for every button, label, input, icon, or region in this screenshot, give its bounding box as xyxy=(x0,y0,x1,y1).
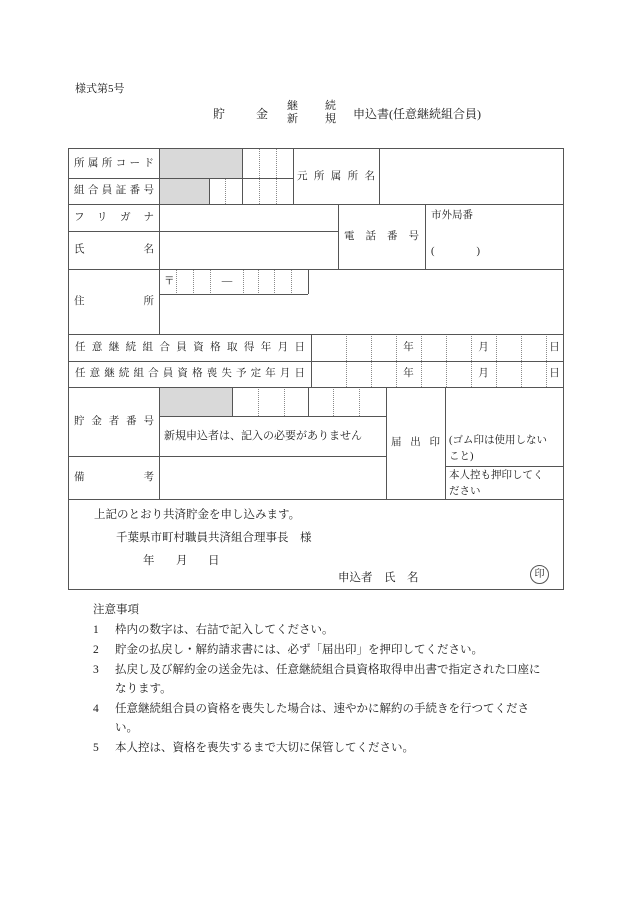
acquisition-date-label: 任意継続組合員資格取得年月日 xyxy=(75,342,305,353)
dotted-line xyxy=(274,270,275,293)
form-title xyxy=(213,98,481,128)
address-input-cell xyxy=(160,295,562,333)
dotted-line xyxy=(359,387,360,416)
notes-section xyxy=(93,600,567,759)
depositor-no-gray-cell xyxy=(159,387,232,416)
phone-paren: ( ) xyxy=(431,246,480,257)
furigana-label: フリガナ xyxy=(74,212,154,223)
dotted-line xyxy=(243,270,244,293)
inkan-seal-icon: 印 xyxy=(530,565,549,584)
note-number: 5 xyxy=(93,742,99,754)
member-no-label: 組合員証番号 xyxy=(74,185,154,196)
dotted-line xyxy=(258,270,259,293)
dotted-line xyxy=(258,387,259,416)
office-code-gray-cell xyxy=(159,149,242,178)
rubber-stamp-note: (ゴム印は使用しないこと) xyxy=(449,435,547,462)
note-item xyxy=(93,621,567,640)
title-char-shin: 新 xyxy=(287,113,299,125)
dotted-line xyxy=(284,387,285,416)
table-line xyxy=(293,149,294,204)
declaration-addressee: 千葉県市町村職員共済組合理事長 様 xyxy=(116,532,312,544)
phone-label: 電話番号 xyxy=(344,231,419,242)
title-stack-zoku-ki xyxy=(325,100,336,126)
note-text: 払戻し及び解約金の送金先は、任意継続組合員資格取得申出書で指定された口座になります。 xyxy=(115,664,541,695)
former-office-input-cell xyxy=(380,149,563,204)
member-no-gray-cell xyxy=(159,178,209,204)
note-item xyxy=(93,641,567,660)
loss-day-label: 日 xyxy=(549,368,560,379)
acq-day-label: 日 xyxy=(549,342,560,353)
title-stack-keizoku-shinki xyxy=(287,100,298,126)
office-code-label: 所属所コード xyxy=(74,158,154,169)
address-label: 住所 xyxy=(74,296,154,307)
seal-stamp-area xyxy=(446,387,563,432)
table-line xyxy=(209,178,210,204)
loss-month-label: 月 xyxy=(478,368,489,379)
acq-month-label: 月 xyxy=(478,342,489,353)
depositor-no-note: 新規申込者は、記入の必要がありません xyxy=(164,430,362,442)
dotted-line xyxy=(225,178,226,204)
depositor-no-label: 貯金者番号 xyxy=(74,416,154,427)
declaration-month-label: 月 xyxy=(176,555,188,567)
furigana-input-cell xyxy=(160,204,338,231)
table-line xyxy=(386,387,387,499)
personal-copy-note: 本人控も押印してください xyxy=(449,470,544,497)
dotted-line xyxy=(176,270,177,293)
note-item xyxy=(93,661,567,699)
table-line xyxy=(232,387,233,416)
table-line xyxy=(445,466,563,467)
name-input-cell xyxy=(160,231,338,269)
dotted-line xyxy=(259,149,260,204)
note-text: 貯金の払戻し・解約請求書には、必ず「届出印」を押印してください。 xyxy=(115,644,483,656)
title-suffix: 申込書(任意継続組合員) xyxy=(353,106,482,121)
table-line xyxy=(308,269,309,294)
title-char-kei: 継 xyxy=(287,100,299,112)
dotted-line xyxy=(276,149,277,204)
former-office-label: 元所属所名 xyxy=(297,171,375,182)
area-code-label: 市外局番 xyxy=(431,210,473,221)
note-text: 本人控は、資格を喪失するまで大切に保管してください。 xyxy=(115,742,414,754)
dotted-line xyxy=(291,270,292,293)
loss-year-label: 年 xyxy=(403,368,414,379)
name-label: 氏名 xyxy=(74,244,154,255)
acq-year-label: 年 xyxy=(403,342,414,353)
applicant-name-label: 申込者 氏 名 xyxy=(338,572,419,584)
form-table xyxy=(68,148,564,590)
note-item xyxy=(93,700,567,738)
table-line xyxy=(425,204,426,269)
table-line xyxy=(69,499,563,500)
note-text: 枠内の数字は、右詰で記入してください。 xyxy=(115,624,334,636)
table-line xyxy=(338,204,339,269)
table-line xyxy=(242,149,243,204)
seal-column-label: 届出印 xyxy=(391,437,440,448)
note-number: 3 xyxy=(93,664,99,676)
title-char-cho: 貯 xyxy=(213,106,226,121)
note-number: 4 xyxy=(93,703,99,715)
note-item xyxy=(93,739,567,758)
remarks-input-cell xyxy=(160,457,385,498)
declaration-day-label: 日 xyxy=(208,555,220,567)
note-number: 2 xyxy=(93,644,99,656)
dotted-line xyxy=(210,270,211,293)
dotted-line xyxy=(193,270,194,293)
declaration-line1: 上記のとおり共済貯金を申し込みます。 xyxy=(94,509,301,521)
table-line xyxy=(308,387,309,416)
postal-dash: — xyxy=(221,276,233,287)
form-number: 様式第5号 xyxy=(75,83,125,95)
dotted-line xyxy=(333,387,334,416)
note-number: 1 xyxy=(93,624,99,636)
title-char-zoku: 続 xyxy=(325,100,337,112)
note-text: 任意継続組合員の資格を喪失した場合は、速やかに解約の手続きを行つてください。 xyxy=(115,703,529,734)
postal-mark: 〒 xyxy=(164,276,175,287)
remarks-label: 備考 xyxy=(74,472,154,483)
title-char-ki: 規 xyxy=(325,113,337,125)
declaration-year-label: 年 xyxy=(143,555,155,567)
loss-date-label: 任意継続組合員資格喪失予定年月日 xyxy=(75,368,305,379)
title-char-kin: 金 xyxy=(256,106,269,121)
notes-heading: 注意事項 xyxy=(93,604,139,616)
